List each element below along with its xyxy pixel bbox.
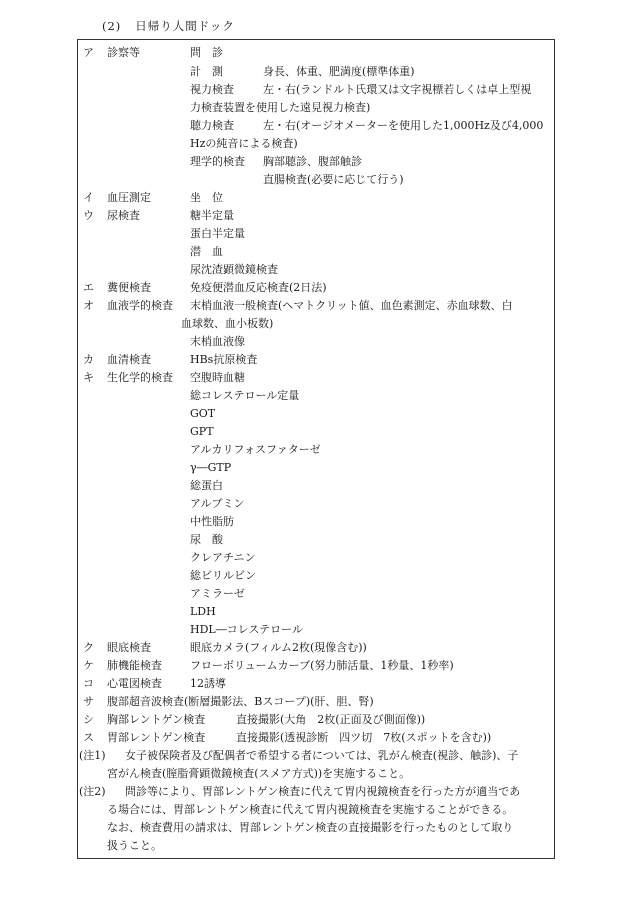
exam-line: 蛋白半定量 [190,227,245,240]
exam-line: 直接撮影(透視診断 四ツ切 7枚(スポットを含む)) [236,731,492,744]
exam-line: 直腸検査(必要に応じて行う) [263,173,404,186]
exam-line: 左・右(ランドルト氏環又は文字視標若しくは卓上型視 [263,83,532,96]
note-text: る場合には、胃部レントゲン検査に代えて胃内視鏡検査を実施することができる。 [107,803,514,816]
biochem-item: LDH [190,605,216,618]
note-text: 扱うこと。 [107,839,162,852]
exam-line: 糖半定量 [190,209,234,222]
item-kana: シ [83,713,94,726]
note-label: (注1) [79,749,106,762]
exam-line: HBs抗原検査 [190,353,258,366]
note-text: 宮がん検査(膣脂膏顕微鏡検査(スメア方式))を実施すること。 [107,767,411,780]
biochem-item: アルカリフォスファターゼ [190,443,321,456]
biochem-item: アルブミン [190,497,245,510]
biochem-item: アミラーゼ [190,587,245,600]
note-text: 問診等により、胃部レントゲン検査に代えて胃内視鏡検査を行った方が適当であ [125,785,521,798]
section-number: (2) [102,19,122,33]
exam-line: Hzの純音による検査) [190,137,298,150]
note-text: なお、検査費用の請求は、胃部レントゲン検査の直接撮影を行ったものとして取り [107,821,514,834]
item-kana: ア [83,46,94,59]
biochem-item: HDL―コレステロール [190,623,303,636]
biochem-item: クレアチニン [190,551,256,564]
item-category: 糞便検査 [107,281,151,294]
item-category: 肺機能検査 [107,659,162,672]
exam-line: 理学的検査 [190,155,245,168]
exam-line: 身長、体重、肥満度(標準体重) [263,65,415,78]
note-text: 女子被保険者及び配偶者で希望する者については、乳がん検査(視診、触診)、子 [125,749,519,762]
item-category: 眼底検査 [107,641,151,654]
exam-line: フローボリュームカーブ(努力肺活量、1秒量、1秒率) [190,659,454,672]
biochem-item: 尿 酸 [190,533,223,546]
item-kana: オ [83,299,94,312]
item-category: 血圧測定 [107,191,151,204]
item-kana: エ [83,281,94,294]
biochem-item: 総蛋白 [190,479,223,492]
exam-line: 末梢血液一般検査(ヘマトクリット値、血色素測定、赤血球数、白 [190,299,513,312]
item-kana: ケ [83,659,94,672]
section-title: 日帰り人間ドック [135,19,235,33]
exam-line: 潜 血 [190,245,223,258]
item-category: 尿検査 [107,209,140,222]
item-category: 心電図検査 [107,677,162,690]
exam-line: 直接撮影(大角 2枚(正面及び側面像)) [236,713,426,726]
item-category: 血清検査 [107,353,151,366]
item-kana: キ [83,371,94,384]
item-kana: ウ [83,209,94,222]
exam-line: 血球数、血小板数) [181,317,274,330]
biochem-item: 中性脂肪 [190,515,234,528]
biochem-item: 空腹時血糖 [190,371,245,384]
exam-line: 尿沈渣顕微鏡検査 [190,263,278,276]
biochem-item: 総コレステロール定量 [190,389,300,402]
exam-line: 眼底カメラ(フィルム2枚(現像含む)) [190,641,367,654]
exam-line: 胸部聴診、腹部触診 [263,155,362,168]
item-kana: イ [83,191,94,204]
item-category: 生化学的検査 [107,371,173,384]
biochem-item: GPT [190,425,214,438]
item-category: 胸部レントゲン検査 [107,713,206,726]
item-category: 血液学的検査 [107,299,173,312]
item-kana: コ [83,677,94,690]
item-category: 胃部レントゲン検査 [107,731,206,744]
exam-line: 聴力検査 [190,119,234,132]
exam-line: 視力検査 [190,83,234,96]
biochem-item: γ―GTP [190,461,232,474]
section-heading [102,18,235,34]
item-kana: ク [83,641,94,654]
exam-line: 左・右(オージオメーターを使用した1,000Hz及び4,000 [263,119,544,132]
item-kana: カ [83,353,94,366]
exam-line: 計 測 [190,65,223,78]
note-label: (注2) [79,785,106,798]
exam-line: 問 診 [190,46,223,59]
item-kana: サ [83,695,94,708]
exam-line: 免疫便潜血反応検査(2日法) [190,281,327,294]
item-kana: ス [83,731,94,744]
exam-line: 力検査装置を使用した遠見視力検査) [190,101,371,114]
biochem-item: GOT [190,407,216,420]
item-category: 診察等 [107,46,140,59]
biochem-item: 総ビリルビン [190,569,256,582]
exam-line: 坐 位 [190,191,223,204]
exam-line: 末梢血液像 [190,335,245,348]
item-category: 腹部超音波検査(断層撮影法、Bスコープ)(肝、胆、腎) [107,695,374,708]
exam-line: 12誘導 [190,677,226,690]
